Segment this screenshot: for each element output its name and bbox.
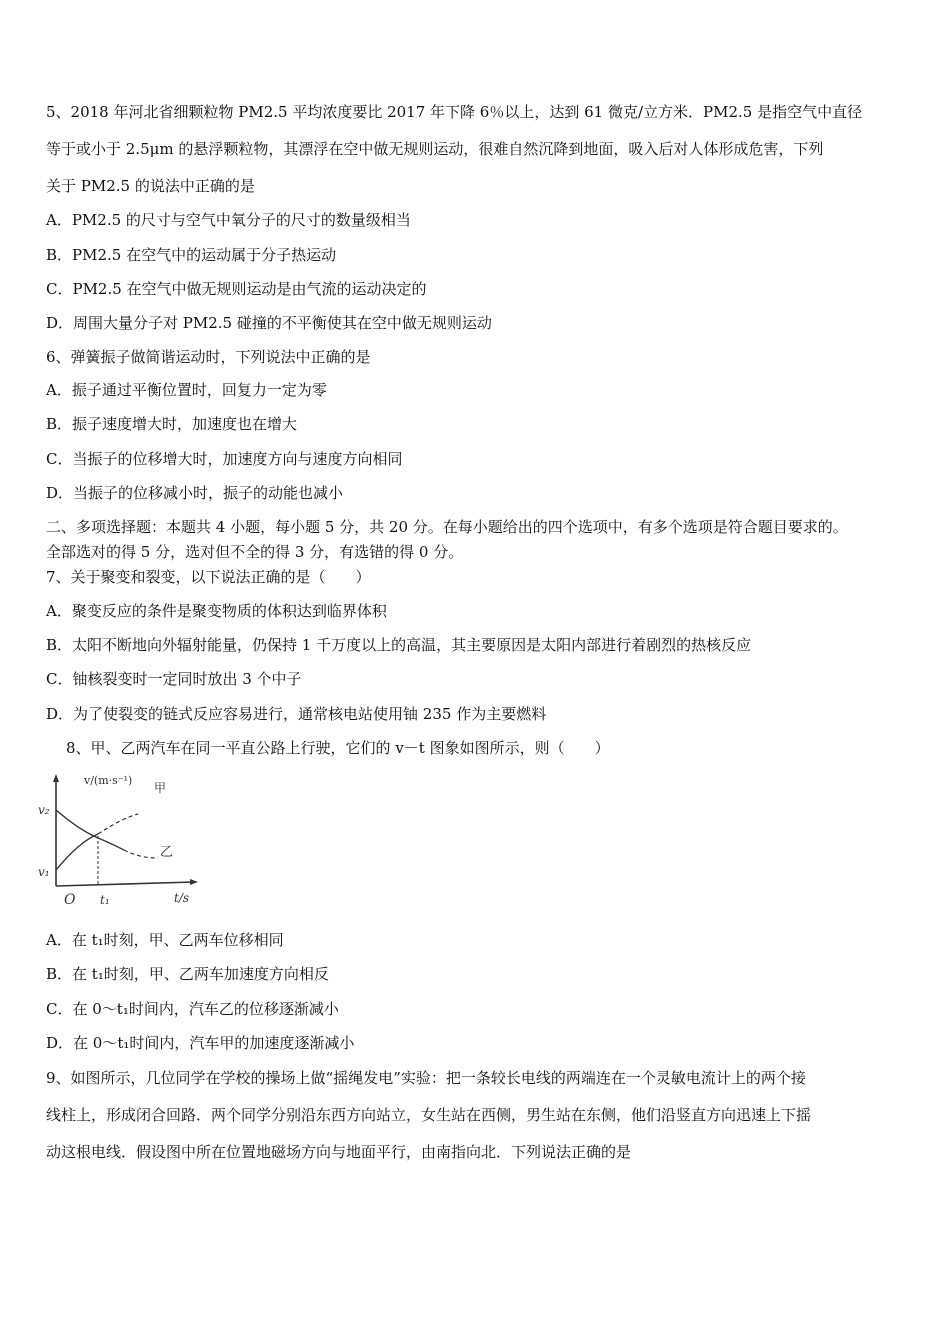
- q5-option-d: D．周围大量分子对 PM2.5 碰撞的不平衡使其在空中做无规则运动: [46, 314, 492, 332]
- q8-option-d: D．在 0～t₁时间内，汽车甲的加速度逐渐减小: [46, 1034, 355, 1052]
- q8-option-a: A．在 t₁时刻，甲、乙两车位移相同: [46, 931, 284, 949]
- q8-option-c: C．在 0～t₁时间内，汽车乙的位移逐渐减小: [46, 1000, 339, 1018]
- curve-yi: [56, 810, 124, 850]
- q6-option-b: B．振子速度增大时，加速度也在增大: [46, 415, 298, 433]
- q9-stem-line-1: 9、如图所示，几位同学在学校的操场上做“摇绳发电”实验：把一条较长电线的两端连在一个灵敏电流计上的两个接: [46, 1069, 806, 1087]
- y-axis-label: v/(m·s⁻¹): [84, 774, 133, 787]
- q8-option-b: B．在 t₁时刻，甲、乙两车加速度方向相反: [46, 965, 329, 983]
- label-v1: v₁: [38, 865, 50, 879]
- label-t1: t₁: [100, 893, 110, 907]
- x-axis-arrow: [190, 879, 198, 885]
- q5-option-c: C．PM2.5 在空气中做无规则运动是由气流的运动决定的: [46, 280, 427, 298]
- q5-stem-line-2: 等于或小于 2.5μm 的悬浮颗粒物，其漂浮在空中做无规则运动，很难自然沉降到地面，吸入后对人体形成危害，下列: [46, 140, 824, 158]
- q5-option-a: A．PM2.5 的尺寸与空气中氧分子的尺寸的数量级相当: [46, 211, 411, 229]
- q5-option-b: B．PM2.5 在空气中的运动属于分子热运动: [46, 246, 337, 264]
- q8-vt-graph: [38, 770, 206, 910]
- label-yi: 乙: [160, 845, 174, 860]
- curve-jia-extension: [98, 814, 138, 834]
- y-axis-arrow: [53, 774, 59, 782]
- q5-stem-line-3: 关于 PM2.5 的说法中正确的是: [46, 177, 255, 195]
- q7-option-c: C．铀核裂变时一定同时放出 3 个中子: [46, 670, 302, 688]
- x-axis: [56, 882, 194, 886]
- label-origin: O: [64, 892, 76, 908]
- section2-instructions-line-1: 二、多项选择题：本题共 4 小题，每小题 5 分，共 20 分。在每小题给出的四个选项中，有多个选项是符合题目要求的。: [46, 518, 848, 536]
- q9-stem-line-3: 动这根电线．假设图中所在位置地磁场方向与地面平行，由南指向北．下列说法正确的是: [46, 1143, 632, 1161]
- q6-option-c: C．当振子的位移增大时，加速度方向与速度方向相同: [46, 450, 403, 468]
- q7-option-d: D．为了使裂变的链式反应容易进行，通常核电站使用铀 235 作为主要燃料: [46, 705, 547, 723]
- x-axis-label: t/s: [174, 891, 190, 905]
- q6-stem: 6、弹簧振子做简谐运动时，下列说法中正确的是: [46, 348, 371, 366]
- q7-stem: 7、关于聚变和裂变，以下说法正确的是（ ）: [46, 568, 371, 586]
- label-jia: 甲: [154, 781, 167, 795]
- q7-option-b: B．太阳不断地向外辐射能量，仍保持 1 千万度以上的高温，其主要原因是太阳内部进行着剧烈的热核反应: [46, 636, 752, 654]
- curve-yi-extension: [124, 850, 158, 858]
- q6-option-d: D．当振子的位移减小时，振子的动能也减小: [46, 484, 344, 502]
- q8-stem: 8、甲、乙两汽车在同一平直公路上行驶，它们的 v－t 图象如图所示，则（ ）: [66, 739, 610, 757]
- section2-instructions-line-2: 全部选对的得 5 分，选对但不全的得 3 分，有选错的得 0 分。: [46, 543, 464, 561]
- label-v2: v₂: [38, 803, 50, 817]
- q9-stem-line-2: 线柱上，形成闭合回路．两个同学分别沿东西方向站立，女生站在西侧，男生站在东侧，他们沿竖直方向迅速上下摇: [46, 1106, 812, 1124]
- q6-option-a: A．振子通过平衡位置时，回复力一定为零: [46, 381, 327, 399]
- q7-option-a: A．聚变反应的条件是聚变物质的体积达到临界体积: [46, 602, 387, 620]
- q5-stem-line-1: 5、2018 年河北省细颗粒物 PM2.5 平均浓度要比 2017 年下降 6％以上，达到 61 微克/立方米．PM2.5 是指空气中直径: [46, 103, 863, 121]
- curve-jia: [56, 834, 98, 870]
